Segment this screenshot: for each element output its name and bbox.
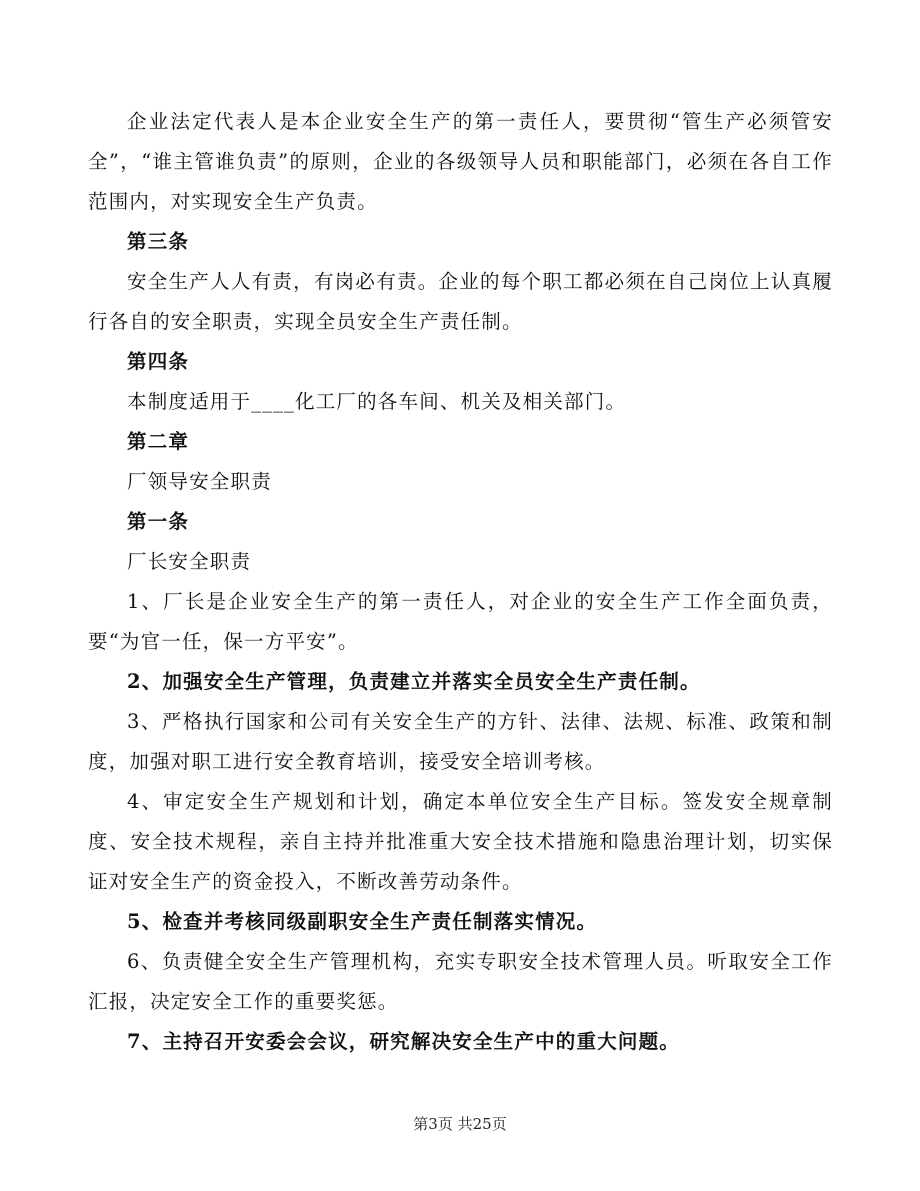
paragraph: 企业法定代表人是本企业安全生产的第一责任人，要贯彻“管生产必须管安全”，“谁主管谁负责”的原则，企业的各级领导人员和职能部门，必须在各自工作范围内，对实现安全生产负责。 [88, 110, 833, 213]
page-number-footer: 第3页 共25页 [413, 1115, 507, 1133]
list-item: 4、审定安全生产规划和计划，确定本单位安全生产目标。签发安全规章制度、安全技术规程，亲自主持并批准重大安全技术措施和隐患治理计划，切实保证对安全生产的资金投入，不断改善劳动条件。 [88, 790, 833, 893]
list-item: 2、加强安全生产管理，负责建立并落实全员安全生产责任制。 [127, 670, 701, 693]
paragraph: 安全生产人人有责，有岗必有责。企业的每个职工都必须在自己岗位上认真履行各自的安全职责，实现全员安全生产责任制。 [88, 270, 833, 333]
chapter-heading: 第二章 [127, 430, 190, 453]
list-item: 3、严格执行国家和公司有关安全生产的方针、法律、法规、标准、政策和制度，加强对职工进行安全教育培训，接受安全培训考核。 [88, 710, 833, 773]
article-heading: 第一条 [127, 510, 190, 533]
list-item: 6、负责健全安全生产管理机构，充实专职安全技术管理人员。听取安全工作汇报，决定安全工作的重要奖惩。 [88, 950, 833, 1013]
article-heading: 第三条 [127, 230, 190, 253]
list-item: 7、主持召开安委会会议，研究解决安全生产中的重大问题。 [127, 1030, 680, 1053]
document-body [88, 102, 833, 1062]
section-title: 厂长安全职责 [127, 550, 252, 573]
chapter-title: 厂领导安全职责 [127, 470, 272, 493]
paragraph: 本制度适用于____化工厂的各车间、机关及相关部门。 [127, 390, 627, 413]
list-item: 5、检查并考核同级副职安全生产责任制落实情况。 [127, 910, 598, 933]
list-item: 1、厂长是企业安全生产的第一责任人，对企业的安全生产工作全面负责，要“为官一任，保一方平安”。 [88, 590, 833, 653]
article-heading: 第四条 [127, 350, 190, 373]
